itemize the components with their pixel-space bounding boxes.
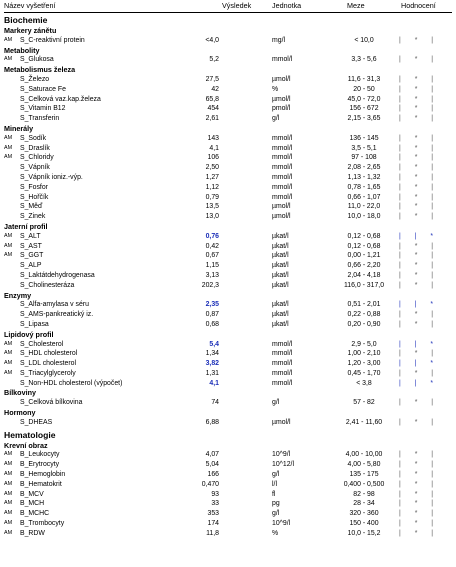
rating-indicator: | * | [399, 105, 440, 113]
unit: 10^9/l [272, 451, 291, 459]
rating-indicator: | * | [399, 418, 440, 426]
rating-indicator: | * | [399, 399, 440, 407]
table-row [4, 418, 452, 428]
test-name: S_Lipasa [20, 320, 49, 328]
rating-indicator: | * | [399, 144, 440, 152]
header-unit: Jednotka [272, 1, 302, 10]
reference-range: 1,00 - 2,10 [347, 350, 381, 358]
table-row [4, 450, 452, 460]
reference-range: 0,78 - 1,65 [347, 183, 381, 191]
rating-indicator: | * | [399, 281, 440, 289]
result-value: 6,88 [205, 418, 219, 426]
result-value: 0,87 [205, 311, 219, 319]
result-value: 0,76 [205, 232, 219, 240]
unit: µkat/l [272, 281, 289, 289]
test-name: S_Cholesterol [20, 340, 64, 348]
table-row [4, 398, 452, 408]
unit: g/l [272, 471, 280, 479]
rating-indicator: | * | [399, 85, 440, 93]
rating-indicator: | | * [399, 340, 440, 348]
rating-indicator: | * | [399, 369, 440, 377]
test-name: B_Erytrocyty [20, 461, 60, 469]
table-row [4, 163, 452, 173]
test-name: S_ALT [20, 232, 41, 240]
table-row [4, 460, 452, 470]
result-value: 0,67 [205, 252, 219, 260]
accreditation-mark: AM [4, 232, 13, 239]
reference-range: 320 - 360 [349, 510, 379, 518]
table-row [4, 183, 452, 193]
test-name: S_Fosfor [20, 183, 48, 191]
group-title: Bílkoviny [4, 388, 36, 398]
reference-range: 11,6 - 31,3 [347, 75, 381, 83]
unit: µkat/l [272, 301, 289, 309]
test-name: S_Vitamin B12 [20, 105, 66, 113]
unit: µkat/l [272, 320, 289, 328]
rating-indicator: | * | [399, 95, 440, 103]
result-value: 65,8 [205, 95, 219, 103]
rating-indicator: | * | [399, 510, 440, 518]
rating-indicator: | | * [399, 379, 440, 387]
group-title: Krevní obraz [4, 440, 48, 450]
table-row [4, 359, 452, 369]
test-name: S_Hořčík [20, 193, 49, 201]
rating-indicator: | | * [399, 301, 440, 309]
accreditation-mark: AM [4, 529, 13, 536]
rating-indicator: | * | [399, 252, 440, 260]
unit: µkat/l [272, 271, 289, 279]
rating-indicator: | * | [399, 480, 440, 488]
reference-range: < 10,0 [354, 36, 374, 44]
accreditation-mark: AM [4, 471, 13, 478]
table-row [4, 75, 452, 85]
result-value: 0,79 [205, 193, 219, 201]
table-row [4, 173, 452, 183]
rating-indicator: | * | [399, 451, 440, 459]
result-value: 353 [207, 510, 219, 518]
test-name: S_HDL cholesterol [20, 350, 78, 358]
section-title: Hematologie [4, 429, 56, 440]
reference-range: 20 - 50 [353, 85, 375, 93]
table-row [4, 36, 452, 46]
unit: µkat/l [272, 232, 289, 240]
accreditation-mark: AM [4, 340, 13, 347]
group-title: Jaterní profil [4, 221, 48, 231]
test-name: B_MCH [20, 500, 45, 508]
result-value: 0,42 [205, 242, 219, 250]
test-name: S_Železo [20, 75, 50, 83]
rating-indicator: | * | [399, 529, 440, 537]
table-row [4, 519, 452, 529]
table-row [4, 202, 452, 212]
unit: mmol/l [272, 164, 293, 172]
reference-range: 10,0 - 15,2 [347, 529, 381, 537]
header-range: Meze [347, 1, 365, 10]
table-row [4, 95, 452, 105]
column-header-row [4, 0, 452, 13]
reference-range: 82 - 98 [353, 490, 375, 498]
result-value: 1,12 [205, 183, 219, 191]
reference-range: 116,0 - 317,0 [343, 281, 385, 289]
reference-range: 0,12 - 0,68 [347, 232, 381, 240]
table-row [4, 480, 452, 490]
rating-indicator: | * | [399, 311, 440, 319]
result-value: 2,50 [205, 164, 219, 172]
table-row [4, 153, 452, 163]
result-value: 33 [211, 500, 219, 508]
table-row [4, 379, 452, 389]
result-value: 13,5 [205, 203, 219, 211]
unit: fl [272, 490, 276, 498]
unit: l/l [272, 480, 277, 488]
unit: mmol/l [272, 193, 293, 201]
test-name: S_GGT [20, 252, 44, 260]
rating-indicator: | * | [399, 115, 440, 123]
result-value: 5,2 [209, 56, 219, 64]
test-name: S_Non-HDL cholesterol (výpočet) [20, 379, 123, 387]
result-value: 5,4 [209, 340, 219, 348]
accreditation-mark: AM [4, 360, 13, 367]
table-row [4, 281, 452, 291]
test-name: B_Hematokrit [20, 480, 62, 488]
table-row [4, 300, 452, 310]
test-name: B_MCHC [20, 510, 50, 518]
rating-indicator: | * | [399, 134, 440, 142]
group-title: Minerály [4, 123, 34, 133]
rating-indicator: | * | [399, 262, 440, 270]
table-row [4, 509, 452, 519]
result-value: 202,3 [201, 281, 219, 289]
unit: mmol/l [272, 350, 293, 358]
reference-range: 0,66 - 1,07 [347, 193, 381, 201]
test-name: S_C-reaktivní protein [20, 36, 85, 44]
test-name: B_RDW [20, 529, 45, 537]
test-name: S_Alfa-amylasa v séru [20, 301, 89, 309]
table-row [4, 529, 452, 539]
result-value: 2,35 [205, 301, 219, 309]
unit: mmol/l [272, 173, 293, 181]
result-value: 13,0 [205, 213, 219, 221]
table-row [4, 134, 452, 144]
result-value: 0,68 [205, 320, 219, 328]
result-value: 4,07 [205, 451, 219, 459]
reference-range: 2,15 - 3,65 [347, 115, 381, 123]
rating-indicator: | * | [399, 500, 440, 508]
reference-range: 57 - 82 [353, 399, 375, 407]
reference-range: < 3,8 [356, 379, 372, 387]
reference-range: 11,0 - 22,0 [347, 203, 381, 211]
rating-indicator: | | * [399, 360, 440, 368]
reference-range: 3,5 - 5,1 [351, 144, 377, 152]
unit: µmol/l [272, 95, 291, 103]
reference-range: 2,41 - 11,60 [345, 418, 383, 426]
reference-range: 156 - 672 [349, 105, 379, 113]
accreditation-mark: AM [4, 461, 13, 468]
group-title: Markery zánětu [4, 26, 57, 35]
result-value: 1,15 [205, 262, 219, 270]
unit: mmol/l [272, 360, 293, 368]
accreditation-mark: AM [4, 510, 13, 517]
unit: % [272, 85, 279, 93]
reference-range: 0,51 - 2,01 [347, 301, 381, 309]
result-value: 11,8 [206, 529, 219, 537]
group-title: Hormony [4, 408, 36, 418]
rating-indicator: | * | [399, 203, 440, 211]
test-name: S_AST [20, 242, 42, 250]
accreditation-mark: AM [4, 480, 13, 487]
table-row [4, 499, 452, 509]
table-row [4, 104, 452, 114]
accreditation-mark: AM [4, 242, 13, 249]
accreditation-mark: AM [4, 134, 13, 141]
test-name: S_LDL cholesterol [20, 360, 77, 368]
table-row [4, 261, 452, 271]
test-name: S_Vápník ioniz.-výp. [20, 173, 83, 181]
results-table [4, 14, 452, 539]
unit: mmol/l [272, 379, 293, 387]
reference-range: 0,20 - 0,90 [347, 320, 381, 328]
reference-range: 1,20 - 3,00 [347, 360, 381, 368]
unit: mmol/l [272, 134, 293, 142]
group-title: Enzymy [4, 290, 32, 300]
reference-range: 10,0 - 18,0 [347, 213, 381, 221]
table-row [4, 310, 452, 320]
reference-range: 0,45 - 1,70 [347, 369, 381, 377]
rating-indicator: | * | [399, 271, 440, 279]
table-row [4, 193, 452, 203]
reference-range: 150 - 400 [349, 520, 379, 528]
table-row [4, 144, 452, 154]
accreditation-mark: AM [4, 500, 13, 507]
result-value: 174 [207, 520, 219, 528]
rating-indicator: | * | [399, 183, 440, 191]
unit: mmol/l [272, 183, 293, 191]
reference-range: 0,12 - 0,68 [347, 242, 381, 250]
test-name: S_AMS-pankreatický iz. [20, 311, 94, 319]
reference-range: 1,13 - 1,32 [347, 173, 381, 181]
reference-range: 0,400 - 0,500 [343, 480, 385, 488]
group-title: Metabolismus železa [4, 65, 76, 75]
reference-range: 0,00 - 1,21 [347, 252, 381, 260]
result-value: 74 [211, 399, 219, 407]
accreditation-mark: AM [4, 369, 13, 376]
reference-range: 45,0 - 72,0 [347, 95, 381, 103]
unit: µkat/l [272, 262, 289, 270]
result-value: 42 [211, 85, 219, 93]
table-row [4, 55, 452, 65]
rating-indicator: | * | [399, 242, 440, 250]
test-name: S_Chloridy [20, 154, 54, 162]
test-name: S_Celková vaz.kap.železa [20, 95, 101, 103]
reference-range: 4,00 - 10,00 [345, 451, 383, 459]
unit: % [272, 529, 279, 537]
accreditation-mark: AM [4, 144, 13, 151]
rating-indicator: | * | [399, 350, 440, 358]
header-rating: Hodnocení [401, 1, 436, 10]
test-name: S_Glukosa [20, 56, 54, 64]
table-row [4, 212, 452, 222]
reference-range: 3,3 - 5,6 [351, 56, 377, 64]
result-value: 93 [211, 490, 219, 498]
group-title: Metabolity [4, 45, 40, 55]
unit: mg/l [272, 36, 286, 44]
table-row [4, 340, 452, 350]
reference-range: 135 - 175 [349, 471, 379, 479]
section-title: Biochemie [4, 15, 48, 25]
test-name: S_Měď [20, 203, 43, 211]
unit: µkat/l [272, 242, 289, 250]
result-value: 0,470 [201, 480, 219, 488]
table-row [4, 271, 452, 281]
unit: µmol/l [272, 203, 291, 211]
reference-range: 0,22 - 0,88 [347, 311, 381, 319]
result-value: 166 [207, 471, 219, 479]
table-row [4, 242, 452, 252]
test-name: S_Triacylglyceroly [20, 369, 76, 377]
unit: µkat/l [272, 311, 289, 319]
table-row [4, 320, 452, 330]
header-name: Název vyšetření [4, 1, 56, 10]
result-value: 1,34 [205, 350, 219, 358]
unit: pmol/l [272, 105, 291, 113]
test-name: S_ALP [20, 262, 42, 270]
reference-range: 97 - 108 [351, 154, 377, 162]
rating-indicator: | * | [399, 490, 440, 498]
test-name: S_DHEAS [20, 418, 53, 426]
test-name: B_MCV [20, 490, 44, 498]
rating-indicator: | * | [399, 520, 440, 528]
accreditation-mark: AM [4, 56, 13, 63]
unit: µkat/l [272, 252, 289, 260]
unit: mmol/l [272, 56, 293, 64]
group-title: Lipidový profil [4, 329, 54, 339]
result-value: 5,04 [205, 461, 219, 469]
reference-range: 4,00 - 5,80 [347, 461, 381, 469]
rating-indicator: | * | [399, 56, 440, 64]
rating-indicator: | * | [399, 164, 440, 172]
test-name: B_Trombocyty [20, 520, 65, 528]
reference-range: 136 - 145 [349, 134, 379, 142]
table-row [4, 232, 452, 242]
accreditation-mark: AM [4, 36, 13, 43]
test-name: S_Celková bílkovina [20, 399, 83, 407]
test-name: S_Laktátdehydrogenasa [20, 271, 95, 279]
unit: µmol/l [272, 418, 291, 426]
test-name: S_Cholinesteráza [20, 281, 75, 289]
unit: g/l [272, 115, 280, 123]
accreditation-mark: AM [4, 154, 13, 161]
table-row [4, 114, 452, 124]
rating-indicator: | * | [399, 154, 440, 162]
result-value: 27,5 [205, 75, 219, 83]
reference-range: 0,66 - 2,20 [347, 262, 381, 270]
test-name: S_Zinek [20, 213, 46, 221]
unit: µmol/l [272, 213, 291, 221]
accreditation-mark: AM [4, 350, 13, 357]
unit: µmol/l [272, 75, 291, 83]
rating-indicator: | * | [399, 213, 440, 221]
unit: g/l [272, 510, 280, 518]
rating-indicator: | | * [399, 232, 440, 240]
unit: pg [272, 500, 280, 508]
unit: mmol/l [272, 340, 293, 348]
table-row [4, 369, 452, 379]
unit: 10^9/l [272, 520, 291, 528]
unit: mmol/l [272, 144, 293, 152]
result-value: 4,1 [209, 144, 219, 152]
unit: mmol/l [272, 369, 293, 377]
result-value: 143 [207, 134, 219, 142]
accreditation-mark: AM [4, 520, 13, 527]
result-value: 4,1 [209, 379, 219, 387]
rating-indicator: | * | [399, 75, 440, 83]
result-value: 2,61 [205, 115, 219, 123]
accreditation-mark: AM [4, 490, 13, 497]
result-value: 3,13 [205, 271, 219, 279]
table-row [4, 490, 452, 500]
table-row [4, 470, 452, 480]
test-name: S_Sodík [20, 134, 47, 142]
unit: mmol/l [272, 154, 293, 162]
test-name: B_Hemoglobin [20, 471, 66, 479]
table-row [4, 85, 452, 95]
header-result: Výsledek [222, 1, 252, 10]
result-value: 1,31 [205, 369, 219, 377]
test-name: S_Saturace Fe [20, 85, 66, 93]
accreditation-mark: AM [4, 252, 13, 259]
unit: 10^12/l [272, 461, 295, 469]
test-name: S_Vápník [20, 164, 50, 172]
rating-indicator: | * | [399, 320, 440, 328]
reference-range: 28 - 34 [353, 500, 375, 508]
result-value: <4,0 [205, 36, 219, 44]
test-name: S_Draslík [20, 144, 50, 152]
test-name: S_Transferin [20, 115, 60, 123]
reference-range: 2,08 - 2,65 [347, 164, 381, 172]
accreditation-mark: AM [4, 451, 13, 458]
result-value: 106 [207, 154, 219, 162]
rating-indicator: | * | [399, 36, 440, 44]
table-row [4, 349, 452, 359]
table-row [4, 251, 452, 261]
result-value: 454 [207, 105, 219, 113]
result-value: 3,82 [205, 360, 219, 368]
rating-indicator: | * | [399, 461, 440, 469]
test-name: B_Leukocyty [20, 451, 60, 459]
rating-indicator: | * | [399, 193, 440, 201]
rating-indicator: | * | [399, 173, 440, 181]
reference-range: 2,04 - 4,18 [347, 271, 381, 279]
rating-indicator: | * | [399, 471, 440, 479]
unit: g/l [272, 399, 280, 407]
result-value: 1,27 [205, 173, 219, 181]
reference-range: 2,9 - 5,0 [351, 340, 377, 348]
